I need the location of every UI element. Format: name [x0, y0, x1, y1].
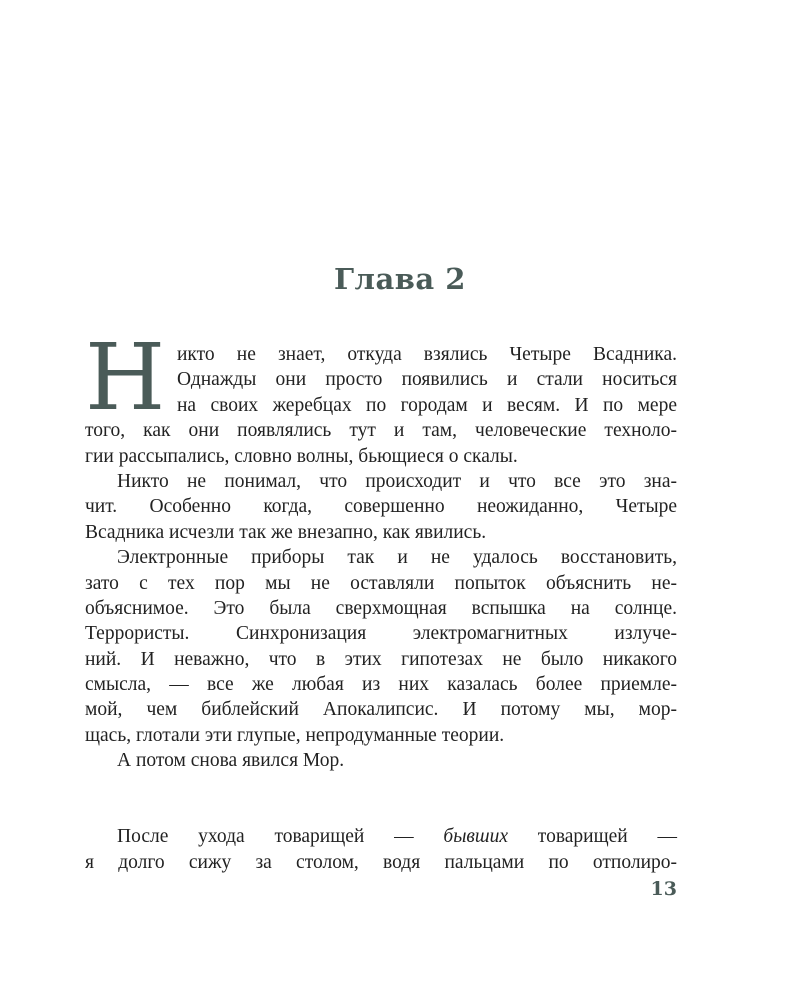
body-text — [85, 324, 677, 875]
emphasis-text: бывших — [443, 826, 509, 848]
drop-cap: Н — [85, 324, 166, 431]
section-break — [85, 774, 677, 825]
paragraph-3-line: Электронные приборы так и не удалось восстановить, — [117, 547, 677, 569]
chapter-title: Глава 2 — [334, 262, 466, 296]
paragraph-2-line: Никто не понимал, что происходит и что все это зна- — [117, 470, 677, 492]
paragraph-5-text: товарищей — — [508, 826, 677, 848]
paragraph-1-line: на своих жеребцах по городам и весям. И по мере — [177, 394, 677, 416]
paragraph-1-line: икто не знает, откуда взялись Четыре Всадника. — [177, 344, 677, 365]
paragraph-3-line: смысла, — все же любая из них казалась более приемле- — [85, 674, 677, 696]
paragraph-3-line: мой, чем библейский Апокалипсис. И потому мы, мор- — [85, 699, 677, 721]
paragraph-2-line: Всадника исчезли так же внезапно, как явились. — [85, 521, 487, 543]
paragraph-5-line: я долго сижу за столом, водя пальцами по отполиро- — [85, 851, 677, 873]
paragraph-3-line: Террористы. Синхронизация электромагнитных излуче- — [85, 623, 677, 645]
paragraph-5-text: После ухода товарищей — — [117, 826, 444, 848]
paragraph-3-line: объяснимое. Это была сверхмощная вспышка на солнце. — [85, 597, 677, 619]
paragraph-3-line: зато с тех пор мы не оставляли попыток объяснить не- — [85, 572, 677, 594]
paragraph-3-line: щась, глотали эти глупые, непродуманные теории. — [85, 724, 505, 746]
page-number: 13 — [650, 878, 677, 900]
paragraph-1-line: гии рассыпались, словно волны, бьющиеся о скалы. — [85, 445, 518, 467]
paragraph-1-line: Однажды они просто появились и стали носиться — [177, 369, 677, 391]
paragraph-1-line: того, как они появлялись тут и там, человеческие техноло- — [85, 420, 677, 442]
paragraph-4-line: А потом снова явился Мор. — [117, 750, 345, 772]
paragraph-2-line: чит. Особенно когда, совершенно неожиданно, Четыре — [85, 496, 677, 518]
paragraph-5-line — [85, 824, 677, 849]
paragraph-3-line: ний. И неважно, что в этих гипотезах не было никакого — [85, 648, 677, 670]
